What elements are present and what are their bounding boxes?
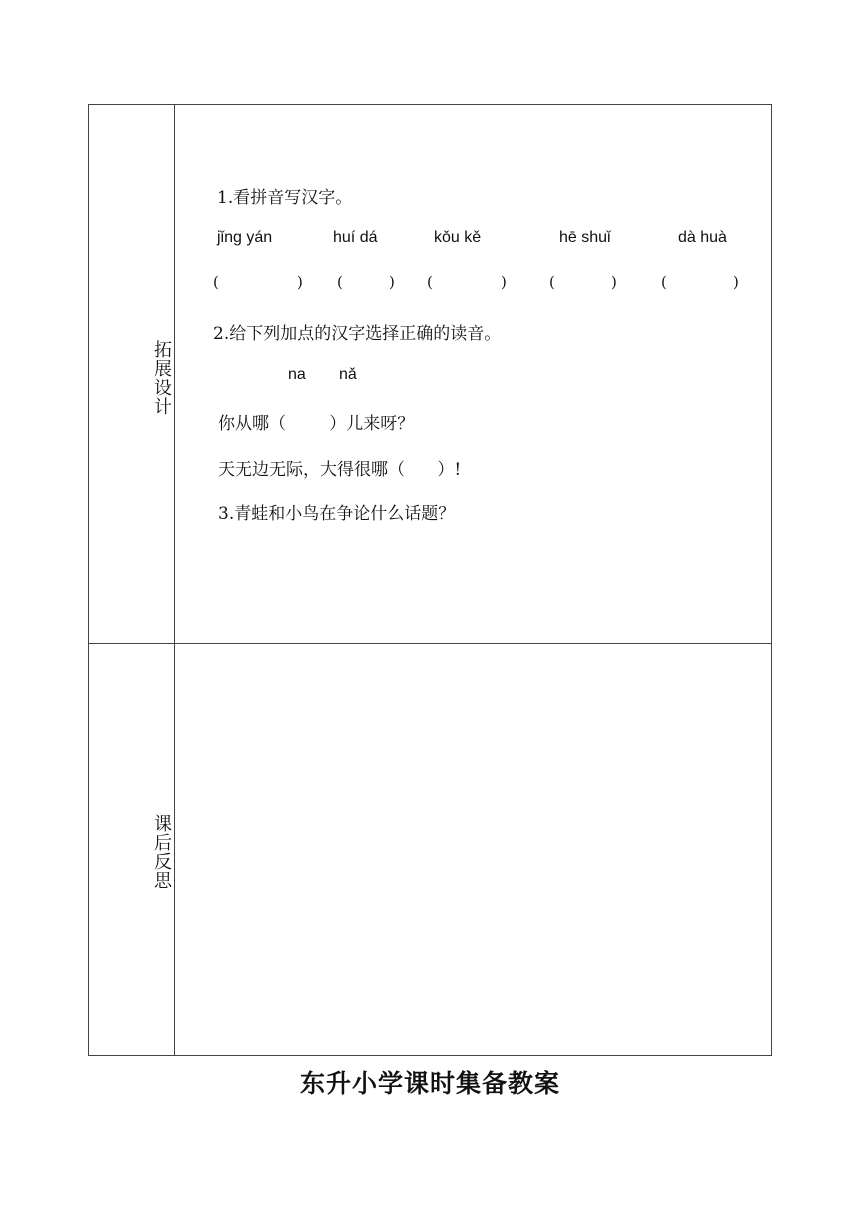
pinyin-item: huí dá (333, 229, 378, 246)
reading-option: na (288, 366, 306, 383)
pinyin-item: hē shuǐ (559, 229, 611, 246)
question-1: 1.看拼音写汉字。 (217, 188, 353, 208)
after-class-reflection-label: 课后反思 (151, 814, 172, 890)
expand-design-label: 拓展设计 (151, 340, 172, 416)
question-2-sentence-1: 你从哪（ ）儿来呀？ (218, 414, 415, 434)
row-divider (89, 643, 771, 644)
question-2: 2.给下列加点的汉字选择正确的读音。 (213, 324, 502, 344)
question-2-sentence-2: 天无边无际，大得很哪（ ）! (218, 460, 462, 480)
answer-paren-open: ( (337, 273, 343, 291)
answer-paren-open: ( (549, 273, 555, 291)
answer-paren-close: ) (733, 273, 739, 291)
answer-paren-close: ) (389, 273, 395, 291)
pinyin-item: dà huà (678, 229, 727, 246)
answer-paren-open: ( (213, 273, 219, 291)
answer-paren-close: ) (611, 273, 617, 291)
pinyin-item: kǒu kě (434, 229, 482, 246)
lesson-plan-table (88, 104, 772, 1056)
answer-paren-close: ) (501, 273, 507, 291)
answer-paren-close: ) (297, 273, 303, 291)
answer-paren-open: ( (427, 273, 433, 291)
expand-design-content (175, 105, 771, 643)
reading-option: nǎ (339, 366, 357, 383)
answer-paren-open: ( (661, 273, 667, 291)
pinyin-item: jǐng yán (217, 229, 273, 246)
question-3: 3.青蛙和小鸟在争论什么话题？ (218, 504, 456, 524)
page-title: 东升小学课时集备教案 (299, 1069, 560, 1098)
